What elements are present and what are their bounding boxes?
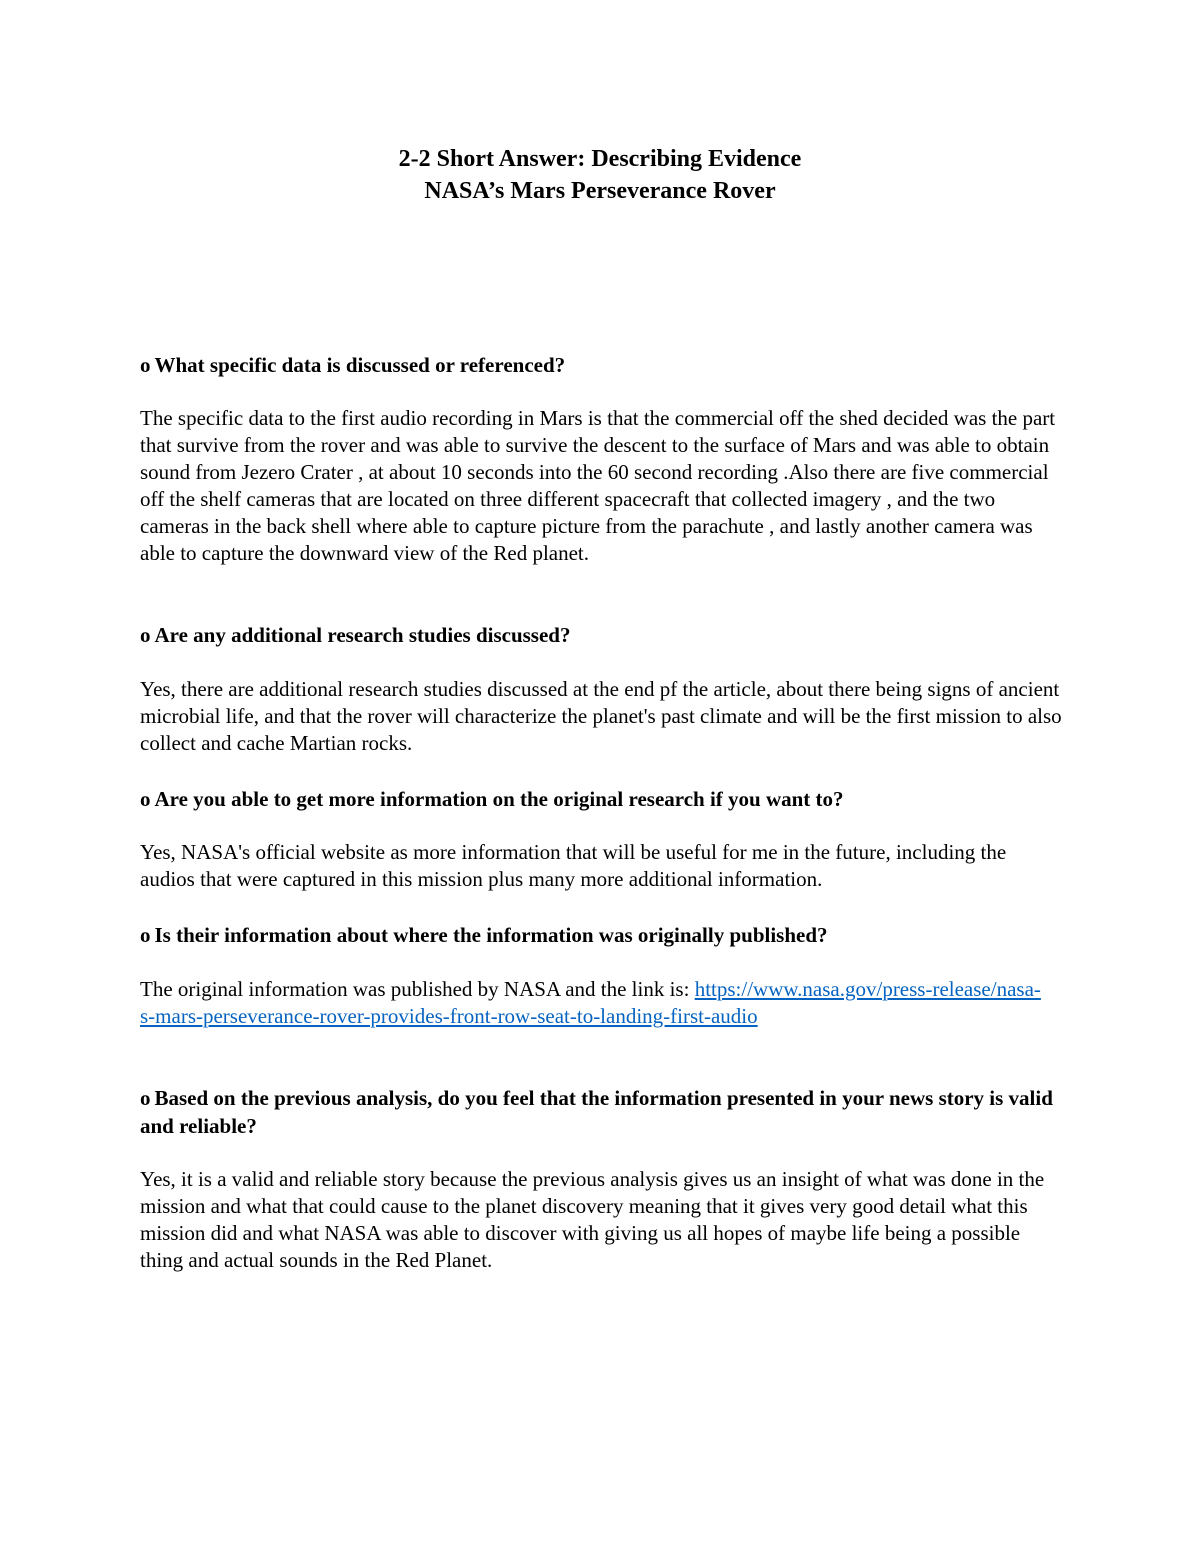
question-4-text: Is their information about where the information was originally published? [154,923,828,947]
question-1 [140,351,1060,379]
answer-4 [140,976,1045,1030]
answer-2: Yes, there are additional research studies discussed at the end pf the article, about there being signs of ancient microbial life, and that the rover will characterize the planet's past climate and will be the first mission to also collect and cache Martian rocks. [140,677,1062,755]
answer-4-text: The original information was published by NASA and the link is: [140,977,695,1001]
question-3 [140,785,1060,813]
bullet-marker: o [140,1086,151,1110]
title-line-1: 2-2 Short Answer: Describing Evidence [398,146,802,172]
question-2-text: Are any additional research studies discussed? [154,623,571,647]
bullet-marker: o [140,923,151,947]
answer-1: The specific data to the first audio recording in Mars is that the commercial off the shed decided was the part that survive from the rover and was able to survive the descent to the surface of Mars and was able to obtain sound from Jezero Crater , at about 10 seconds into the 60 second recording .Also there are five commercial off the shelf cameras that are located on three different spacecraft that collected imagery , and the two cameras in the back shell where able to capture picture from the parachute , and lastly another camera was able to capture the downward view of the Red planet. [140,406,1056,565]
bullet-marker: o [140,623,151,647]
document-title [0,143,1200,207]
question-1-text: What specific data is discussed or referenced? [154,353,566,377]
title-line-2: NASA’s Mars Perseverance Rover [424,178,776,204]
answer-5: Yes, it is a valid and reliable story because the previous analysis gives us an insight of what was done in the mission and what that could cause to the planet discovery meaning that it gives very good detail what this mission did and what NASA was able to discover with giving us all hopes of maybe life being a possible thing and actual sounds in the Red Planet. [140,1167,1045,1272]
question-5-text: Based on the previous analysis, do you feel that the information presented in your news story is valid and reliable? [140,1086,1053,1138]
bullet-marker: o [140,787,151,811]
question-5 [140,1084,1060,1140]
answer-3: Yes, NASA's official website as more information that will be useful for me in the future, including the audios that were captured in this mission plus many more additional information. [140,840,1007,891]
question-3-text: Are you able to get more information on the original research if you want to? [154,787,844,811]
question-2 [140,621,1060,649]
question-4 [140,921,1060,949]
bullet-marker: o [140,353,151,377]
source-link[interactable]: https://www.nasa.gov/press-release/nasa-s-mars-perseverance-rover-provides-front-row-seat-to-landing-first-audio [140,977,1041,1028]
